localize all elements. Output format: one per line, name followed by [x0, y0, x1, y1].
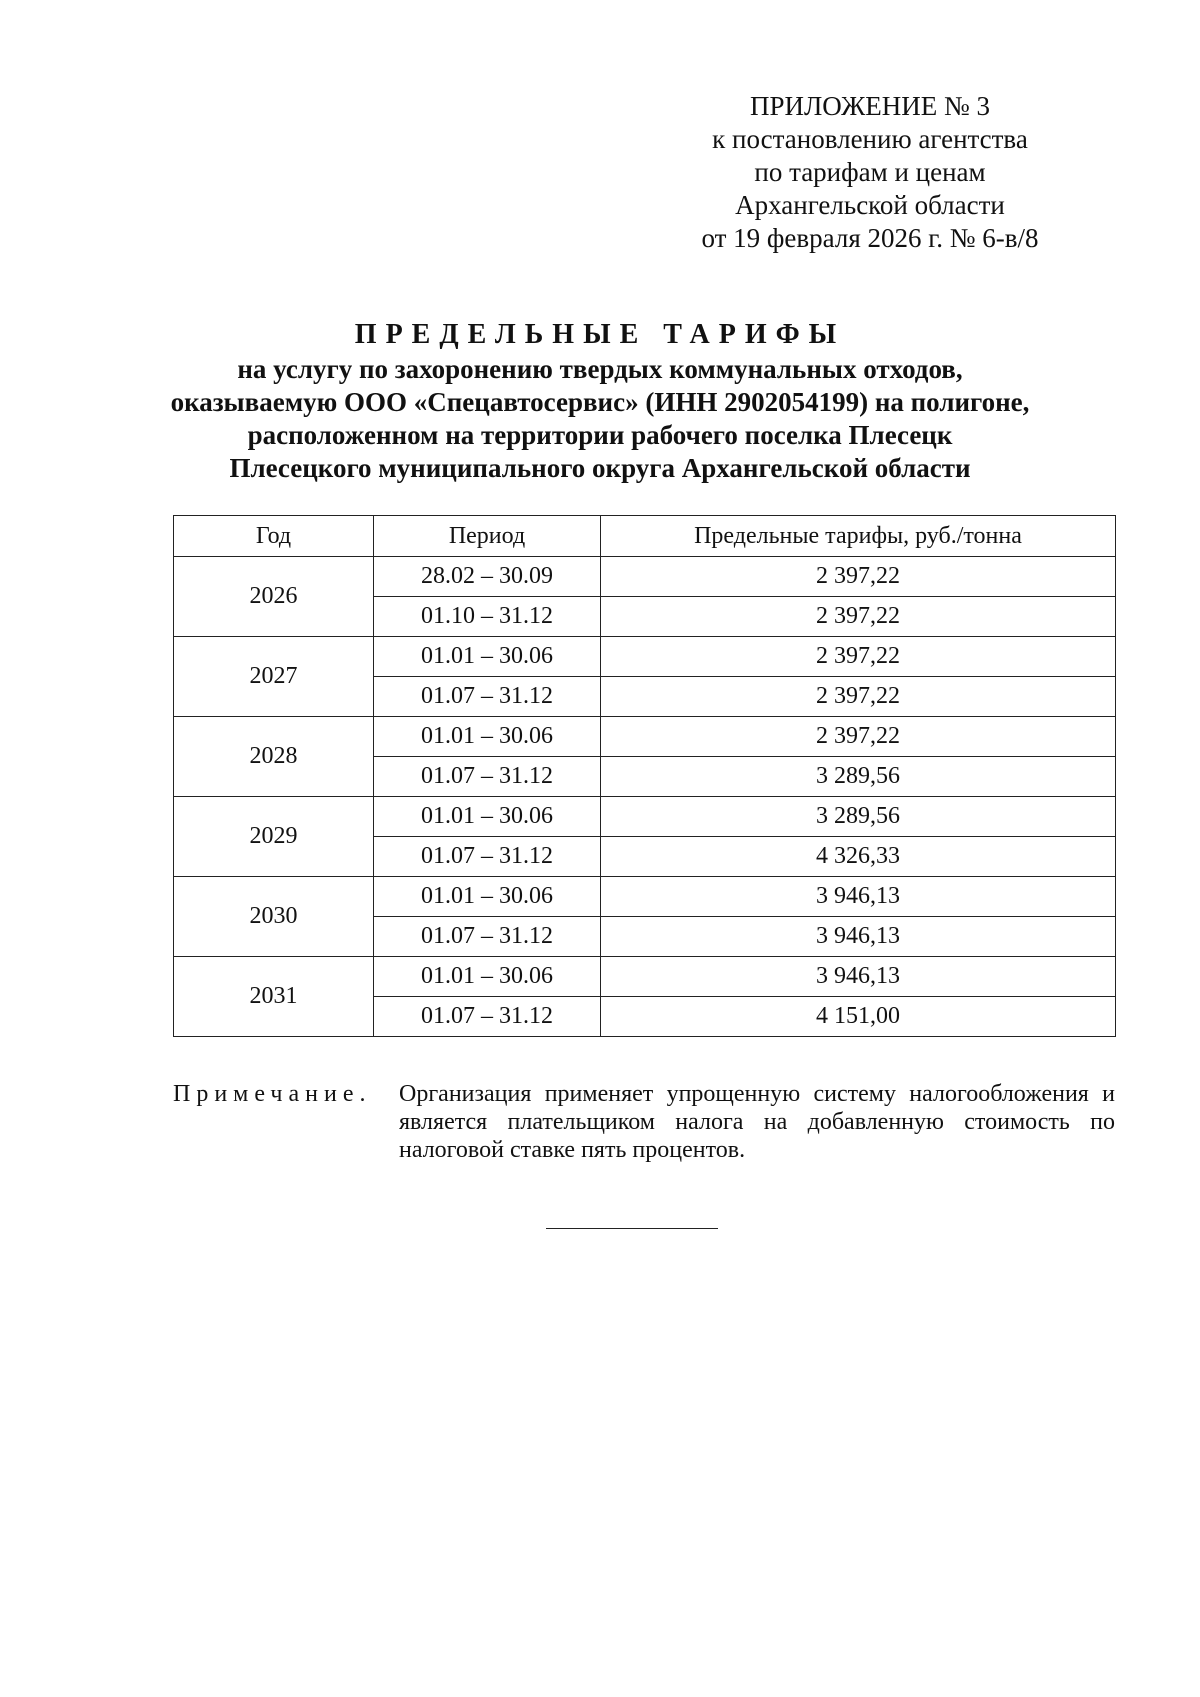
period-cell: 01.01 – 30.06	[374, 637, 601, 677]
header-tariff: Предельные тарифы, руб./тонна	[601, 516, 1116, 557]
title-line: на услугу по захоронению твердых коммунальных отходов,	[237, 354, 963, 384]
tariff-cell: 3 289,56	[601, 797, 1116, 837]
period-cell: 01.07 – 31.12	[374, 757, 601, 797]
table-row	[174, 637, 1116, 677]
tariff-cell: 2 397,22	[601, 717, 1116, 757]
period-cell: 01.07 – 31.12	[374, 917, 601, 957]
tariff-cell: 4 326,33	[601, 837, 1116, 877]
closing-divider	[546, 1228, 718, 1229]
year-cell: 2031	[174, 957, 374, 1037]
appendix-line: к постановлению агентства	[712, 124, 1028, 154]
title-line: Плесецкого муниципального округа Архангельской области	[229, 453, 971, 483]
period-cell: 01.01 – 30.06	[374, 797, 601, 837]
table-header-row	[174, 516, 1116, 557]
appendix-line: по тарифам и ценам	[754, 157, 986, 187]
note-block	[173, 1080, 1115, 1164]
appendix-line: Архангельской области	[735, 190, 1005, 220]
year-cell: 2030	[174, 877, 374, 957]
period-cell: 01.07 – 31.12	[374, 837, 601, 877]
year-cell: 2026	[174, 557, 374, 637]
tariff-cell: 3 289,56	[601, 757, 1116, 797]
document-title	[120, 318, 1080, 485]
year-cell: 2027	[174, 637, 374, 717]
note-text: Организация применяет упрощенную систему налогообложения и является плательщиком налога на добавленную стоимость по налоговой ставке пять процентов.	[399, 1081, 1115, 1163]
table-row	[174, 877, 1116, 917]
note-label: Примечание.	[173, 1081, 372, 1107]
tariff-cell: 2 397,22	[601, 597, 1116, 637]
tariff-cell: 3 946,13	[601, 917, 1116, 957]
tariff-cell: 4 151,00	[601, 997, 1116, 1037]
period-cell: 01.07 – 31.12	[374, 677, 601, 717]
period-cell: 28.02 – 30.09	[374, 557, 601, 597]
title-line: расположенном на территории рабочего поселка Плесецк	[247, 420, 953, 450]
header-year: Год	[174, 516, 374, 557]
period-cell: 01.01 – 30.06	[374, 717, 601, 757]
title-main: ПРЕДЕЛЬНЫЕ ТАРИФЫ	[354, 319, 846, 350]
period-cell: 01.10 – 31.12	[374, 597, 601, 637]
tariff-table	[173, 515, 1116, 1037]
appendix-line: ПРИЛОЖЕНИЕ № 3	[749, 91, 991, 121]
year-cell: 2029	[174, 797, 374, 877]
appendix-line: от 19 февраля 2026 г. № 6-в/8	[701, 223, 1039, 253]
tariff-cell: 2 397,22	[601, 557, 1116, 597]
period-cell: 01.01 – 30.06	[374, 877, 601, 917]
table-row	[174, 797, 1116, 837]
tariff-cell: 2 397,22	[601, 637, 1116, 677]
year-cell: 2028	[174, 717, 374, 797]
title-line: оказываемую ООО «Спецавтосервис» (ИНН 2902054199) на полигоне,	[170, 387, 1030, 417]
appendix-header	[680, 90, 1060, 255]
table-row	[174, 717, 1116, 757]
period-cell: 01.07 – 31.12	[374, 997, 601, 1037]
table-row	[174, 957, 1116, 997]
period-cell: 01.01 – 30.06	[374, 957, 601, 997]
tariff-cell: 2 397,22	[601, 677, 1116, 717]
header-period: Период	[374, 516, 601, 557]
table-row	[174, 557, 1116, 597]
tariff-cell: 3 946,13	[601, 877, 1116, 917]
tariff-cell: 3 946,13	[601, 957, 1116, 997]
